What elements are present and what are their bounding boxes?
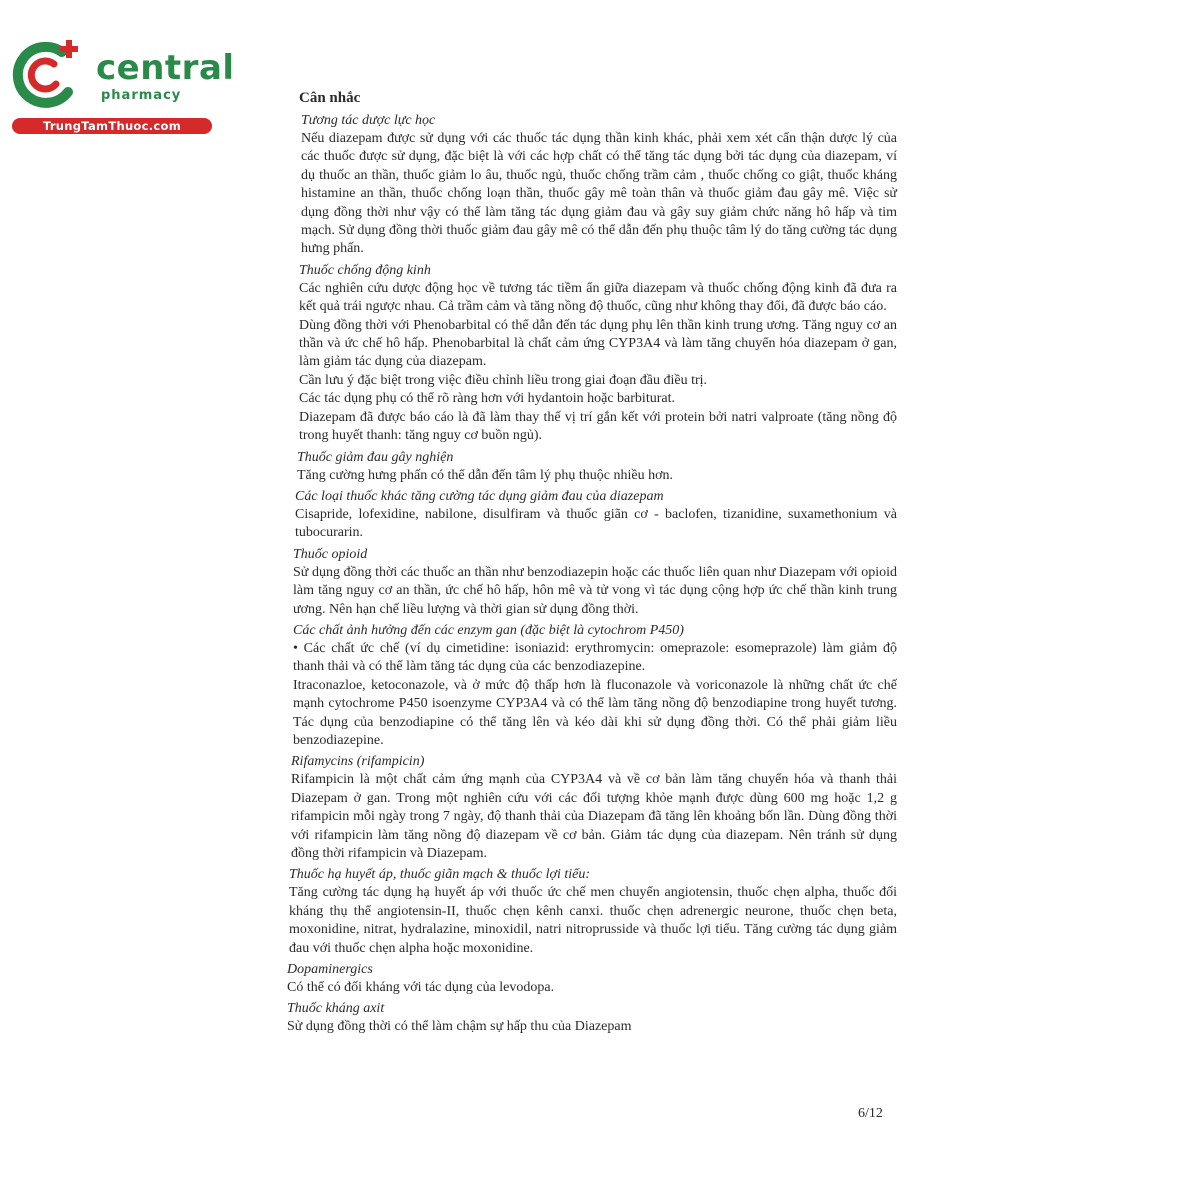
- section-paragraph: Cisapride, lofexidine, nabilone, disulfiram và thuốc giãn cơ - baclofen, tizanidine, suxamethonium và tubocurarin.: [295, 506, 897, 541]
- section-paragraph: Rifampicin là một chất cảm ứng mạnh của CYP3A4 và về cơ bản làm tăng chuyển hóa và thanh thải Diazepam ở gan. Trong một nghiên cứu với các đối tượng khỏe mạnh được dùng 600 mg hoặc 1,2 g rifampicin mỗi ngày trong 7 ngày, độ thanh thải của Diazepam đã tăng lên khoảng bốn lần. Dùng đồng thời với rifampicin làm tăng nồng độ diazepam về cơ bản. Giảm tác dụng của diazepam. Nên tránh sử dụng đồng thời rifampicin và Diazepam.: [291, 772, 897, 861]
- document-section: [285, 546, 897, 619]
- section-paragraph: Cần lưu ý đặc biệt trong việc điều chỉnh liều trong giai đoạn đầu điều trị.: [299, 372, 708, 388]
- section-paragraph: Các nghiên cứu dược động học về tương tác tiềm ẩn giữa diazepam và thuốc chống động kinh đã đưa ra kết quả trái ngược nhau. Cả trầm cảm và tăng nồng độ thuốc, cũng như không thay đổi, đã được báo cáo.: [299, 280, 897, 315]
- document-section: [285, 961, 897, 997]
- section-paragraph: Tăng cường tác dụng hạ huyết áp với thuốc ức chế men chuyển angiotensin, thuốc chẹn alpha, thuốc đối kháng thụ thể angiotensin-II, thuốc chẹn kênh canxi. thuốc chẹn adrenergic neurone, thuốc chẹn beta, moxonidine, nitrat, hydralazine, minoxidil, natri nitroprusside và thuốc lợi tiểu. Tăng cường tác dụng giảm đau với thuốc chẹn alpha hoặc moxonidine.: [289, 885, 897, 956]
- document-title: Cân nhắc: [299, 90, 361, 106]
- section-paragraph: Diazepam đã được báo cáo là đã làm thay thế vị trí gắn kết với protein bởi natri valproate (tăng nồng độ trong huyết thanh: tăng nguy cơ buồn ngủ).: [299, 409, 897, 444]
- section-title: Rifamycins (rifampicin): [291, 754, 425, 770]
- document-section: [285, 112, 897, 259]
- page-number: 6/12: [858, 1106, 883, 1121]
- document-sections: [285, 112, 897, 1037]
- section-title: Thuốc chống động kinh: [299, 262, 431, 278]
- section-title: Các loại thuốc khác tăng cường tác dụng giảm đau của diazepam: [295, 488, 664, 504]
- brand-subtitle: pharmacy: [101, 88, 182, 103]
- section-paragraph: Tăng cường hưng phấn có thể dẫn đến tâm lý phụ thuộc nhiều hơn.: [297, 467, 674, 483]
- section-paragraph: Dùng đồng thời với Phenobarbital có thể dẫn đến tác dụng phụ lên thần kinh trung ương. Tăng nguy cơ an thần và ức chế hô hấp. Phenobarbital là chất cảm ứng CYP3A4 và làm tăng chuyển hóa diazepam ở gan, làm giảm tác dụng của diazepam.: [299, 317, 897, 370]
- section-paragraph: Các tác dụng phụ có thể rõ ràng hơn với hydantoin hoặc barbiturat.: [299, 391, 675, 407]
- document-body: [285, 88, 897, 1037]
- section-paragraph: Sử dụng đồng thời các thuốc an thần như benzodiazepin hoặc các thuốc liên quan như Diazepam với opioid làm tăng nguy cơ an thần, ức chế hô hấp, hôn mê và tử vong vì tác dụng cộng hợp ức chế thần kinh trung ương. Nên hạn chế liều lượng và thời gian sử dụng đồng thời.: [293, 564, 897, 617]
- brand-url[interactable]: TrungTamThuoc.com: [12, 118, 212, 134]
- section-title: Dopaminergics: [287, 962, 373, 978]
- section-title: Thuốc kháng axit: [287, 1001, 385, 1017]
- document-section: [285, 622, 897, 750]
- brand-name: central: [96, 48, 235, 88]
- section-paragraph: • Các chất ức chế (ví dụ cimetidine: isoniazid: erythromycin: omeprazole: esomeprazole) làm giảm độ thanh thải và có thể làm tăng tác dụng của các benzodiazepine.: [293, 640, 897, 675]
- document-section: [285, 449, 897, 485]
- section-title: Thuốc hạ huyết áp, thuốc giãn mạch & thuốc lợi tiểu:: [289, 867, 591, 883]
- section-title: Thuốc opioid: [293, 546, 368, 562]
- section-paragraph: Itraconazloe, ketoconazole, và ở mức độ thấp hơn là fluconazole và voriconazole là những chất ức chế mạnh cytochrome P450 isoenzyme CYP3A4 và có thể làm tăng nồng độ benzodiapine trong huyết tương. Tác dụng của benzodiapine có thể tăng lên và kéo dài khi sử dụng đồng thời. Có thể phải giảm liều benzodiazepine.: [293, 677, 897, 748]
- section-title: Các chất ảnh hưởng đến các enzym gan (đặc biệt là cytochrom P450): [293, 622, 684, 638]
- section-paragraph: Sử dụng đồng thời có thể làm chậm sự hấp thu của Diazepam: [287, 1019, 632, 1035]
- document-section: [285, 1000, 897, 1036]
- section-title: Thuốc giảm đau gây nghiện: [297, 449, 454, 465]
- document-section: [285, 866, 897, 958]
- document-section: [285, 262, 897, 446]
- section-paragraph: Nếu diazepam được sử dụng với các thuốc tác dụng thần kinh khác, phải xem xét cẩn thận dược lý của các thuốc được sử dụng, đặc biệt là với các hợp chất có thể tăng tác dụng bởi tác dụng của diazepam, ví dụ thuốc an thần, thuốc giảm lo âu, thuốc ngủ, thuốc chống trầm cảm , thuốc chống co giật, thuốc kháng histamine an thần, thuốc chống loạn thần, thuốc gây mê toàn thân và thuốc giảm đau gây mê. Việc sử dụng đồng thời như vậy có thể làm tăng tác dụng giảm đau và gây suy giảm chức năng hô hấp và tim mạch. Sử dụng đồng thời thuốc giảm đau gây mê có thể dẫn đến phụ thuộc tâm lý do tăng cường tác dụng hưng phấn.: [301, 131, 897, 257]
- document-section: [285, 753, 897, 863]
- document-section: [285, 488, 897, 543]
- section-paragraph: Có thể có đối kháng với tác dụng của levodopa.: [287, 980, 555, 996]
- central-pharmacy-logo-icon: [10, 38, 90, 113]
- brand-logo: [10, 38, 235, 138]
- section-title: Tương tác dược lực học: [301, 113, 436, 128]
